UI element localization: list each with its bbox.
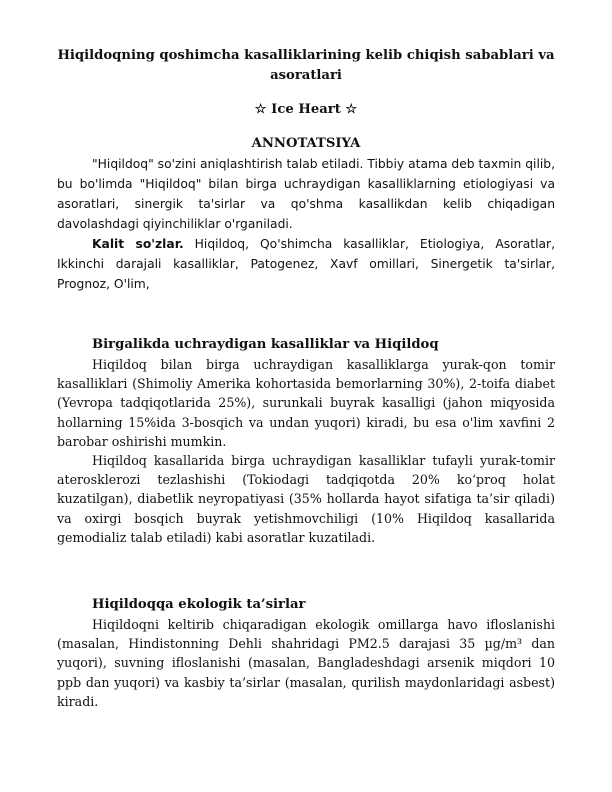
section-paragraph: Hiqildoq bilan birga uchraydigan kasalliklarga yurak-qon tomir kasalliklari (Shimoliy Amerika kohortasida bemorlarning 30%), 2-toifa diabet (Yevropa tadqiqotlarida 25%), surunkali buyrak kasalligi (jahon miqyosida hollarning 15%ida 3-bosqich va undan yuqori) kiradi, bu esa o'lim xavfini 2 barobar oshirishi mumkin. [57,357,555,449]
section-paragraph: Hiqildoq kasallarida birga uchraydigan kasalliklar tufayli yurak-tomir aterosklerozi tezlashishi (Tokiodagi tadqiqotda 20% ko‘proq holat kuzatilgan), diabetlik neyropatiyasi (35% hollarda hayot sifatiga ta’sir qiladi) va oxirgi bosqich buyrak yetishmovchiligi (10% Hiqildoq kasallarida gemodializ talab etiladi) kabi asoratlar kuzatiladi. [57,453,555,545]
section-heading-comorbidities: Birgalikda uchraydigan kasalliklar va Hiqildoq [92,337,439,352]
annotation-heading: ANNOTATSIYA [251,136,361,151]
keywords-paragraph [57,234,555,294]
annotation-paragraph: "Hiqildoq" so'zini aniqlashtirish talab etiladi. Tibbiy atama deb taxmin qilib, bu bo'limda "Hiqildoq" bilan birga uchraydigan kasalliklarning etiologiyasi va asoratlari, sinergik ta'sirlar va qo'shma kasallikdan kelib chiqadigan davolashdagi qiyinchiliklar o'rganiladi. [57,157,555,231]
document-title: Hiqildoqning qoshimcha kasalliklarining kelib chiqish sabablari va asoratlari [57,48,555,83]
keywords-list: Hiqildoq, Qo'shimcha kasalliklar, Etiologiya, Asoratlar, Ikkinchi darajali kasalliklar, Patogenez, Xavf omillari, Sinergetik ta'sirlar, Prognoz, O'lim, [57,237,555,291]
keywords-label: Kalit so'zlar. [92,237,184,251]
document-page [57,46,555,711]
author-line: ☆ Ice Heart ☆ [254,102,358,117]
section-paragraph: Hiqildoqni keltirib chiqaradigan ekologik omillarga havo ifloslanishi (masalan, Hindistonning Dehli shahridagi PM2.5 darajasi 35 µg/m³ dan yuqori), suvning ifloslanishi (masalan, Bangladeshdagi arsenik miqdori 10 ppb dan yuqori) va kasbiy ta’sirlar (masalan, qurilish maydonlaridagi asbest) kiradi. [57,617,555,709]
section-heading-environmental: Hiqildoqqa ekologik ta’sirlar [92,597,306,613]
